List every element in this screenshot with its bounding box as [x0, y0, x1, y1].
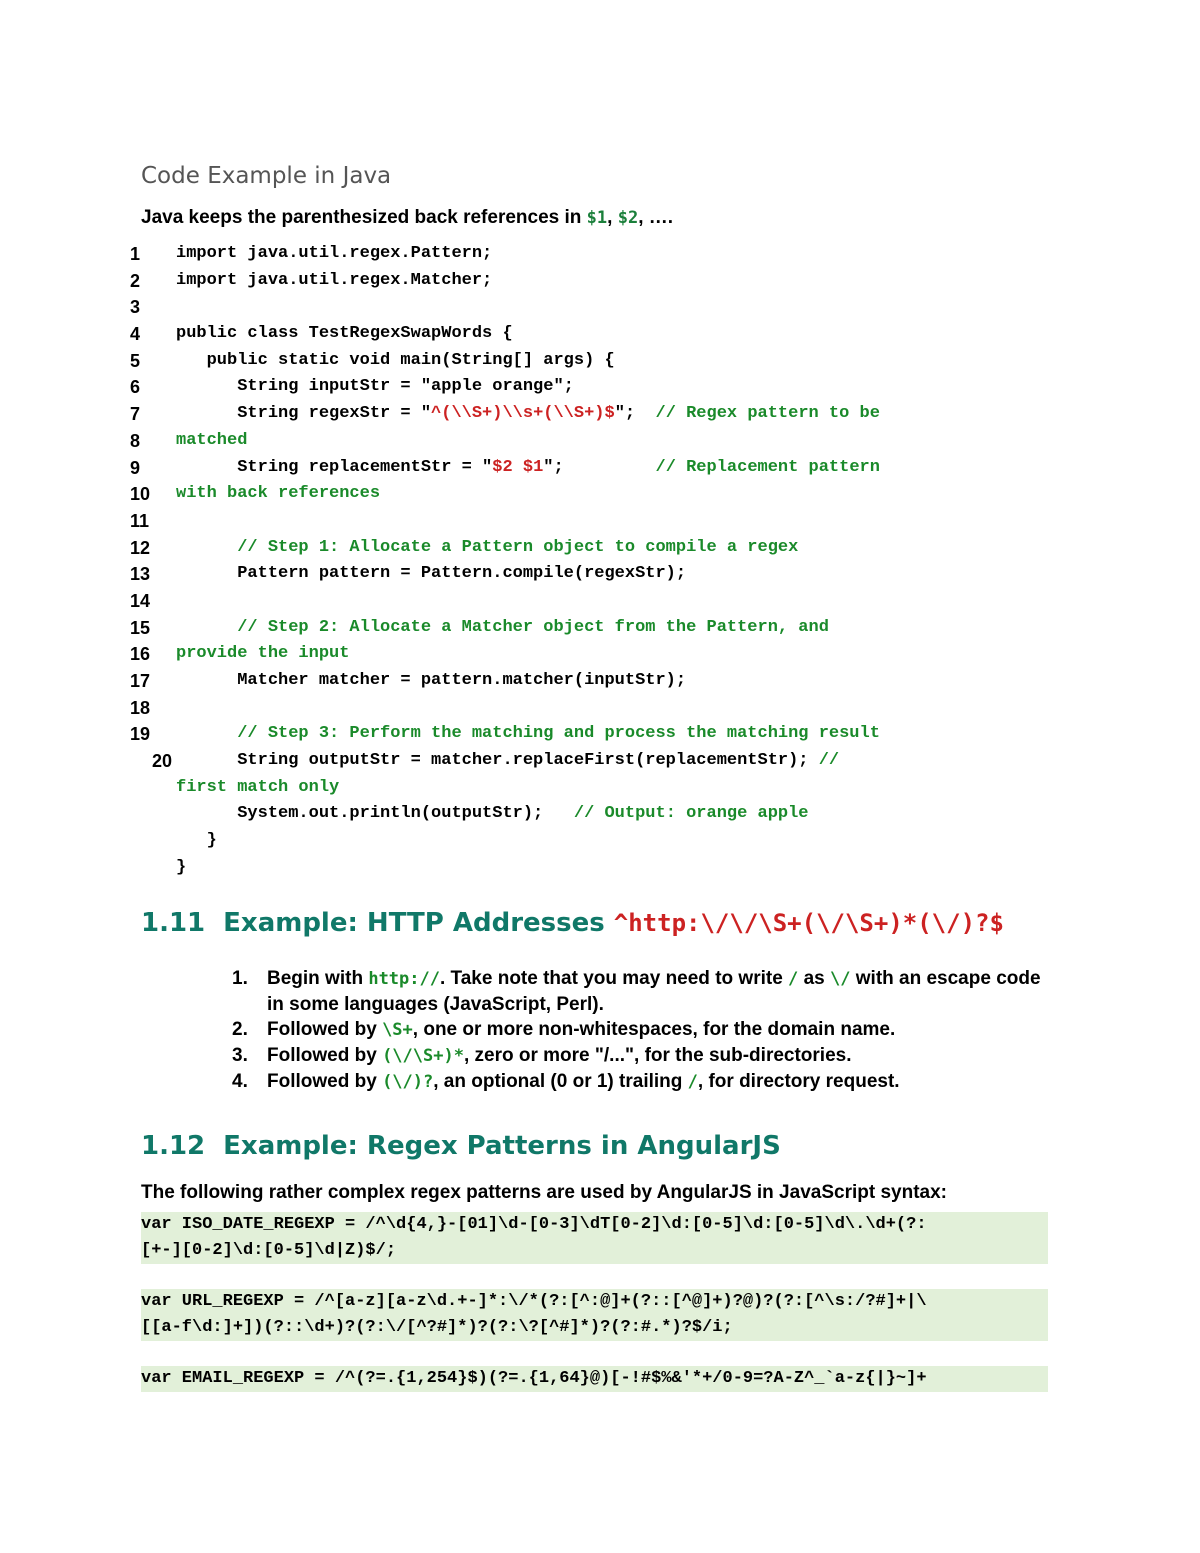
intro-tail: , …. [638, 207, 674, 228]
list-item [232, 1069, 1047, 1095]
list-text: , for directory request. [697, 1071, 900, 1092]
regex-line: [+-][0-2]\d:[0-5]\d|Z)$/; [141, 1238, 1048, 1264]
line-number: 2 [130, 270, 141, 291]
list-text: , zero or more "/...", for the sub-directories. [463, 1045, 852, 1066]
list-item [232, 966, 1047, 1017]
section-number: 1.11 [141, 908, 206, 938]
line-number: 5 [130, 350, 141, 371]
line-number: 15 [130, 617, 151, 638]
code-token: Pattern pattern = Pattern.compile(regexStr); [176, 564, 687, 584]
list-number: 4. [232, 1071, 248, 1092]
inline-code: (\/)? [382, 1072, 434, 1092]
line-number: 12 [130, 537, 151, 558]
code-text [176, 801, 809, 828]
code-token: String outputStr = matcher.replaceFirst(replacementStr); [176, 751, 819, 771]
code-token: String replacementStr = " [176, 457, 493, 477]
code-text [176, 668, 686, 695]
inline-code: http:// [368, 969, 440, 989]
section-number: 1.12 [141, 1131, 206, 1161]
code-text [176, 401, 880, 428]
code-text [176, 828, 217, 855]
code-token: String regexStr = " [176, 404, 432, 424]
line-number: 13 [130, 564, 151, 585]
line-number: 18 [130, 697, 151, 718]
code-text [176, 641, 349, 668]
code-example-heading: Code Example in Java [141, 163, 392, 189]
regex-line: var ISO_DATE_REGEXP = /^\d{4,}-[01]\d-[0-3]\dT[0-2]\d:[0-5]\d:[0-5]\d\.\d+(?: [141, 1212, 1048, 1238]
code-text [176, 455, 880, 482]
code-token: System.out.println(outputStr); [176, 804, 574, 824]
code-comment: // Regex pattern to be [655, 404, 880, 424]
line-number: 16 [130, 644, 151, 665]
line-number: 11 [130, 510, 150, 531]
code-text [176, 561, 686, 588]
code-comment: // Replacement pattern [655, 457, 880, 477]
section-1-12-heading [141, 1131, 781, 1161]
inline-code: \S+ [382, 1020, 413, 1040]
line-number: 14 [130, 590, 151, 611]
code-text [176, 348, 615, 375]
code-token: import java.util.regex.Matcher; [176, 270, 493, 290]
code-token: public class TestRegexSwapWords { [176, 324, 513, 344]
iso-date-regex-block [141, 1212, 1048, 1264]
code-token: "; [543, 457, 656, 477]
list-number: 1. [232, 968, 248, 989]
regex-line: var EMAIL_REGEXP = /^(?=.{1,254}$)(?=.{1,64}@)[-!#$%&'*+/0-9=?A-Z^_`a-z{|}~]+ [141, 1366, 1048, 1392]
code-string-literal: ^(\\S+)\\s+(\\S+)$ [431, 404, 615, 424]
angular-intro-text: The following rather complex regex patterns are used by AngularJS in JavaScript syntax: [141, 1182, 947, 1203]
code-text [176, 855, 186, 882]
regex-line: [[a-f\d:]+])(?::\d+)?(?:\/[^?#]*)?(?:\?[^#]*)?(?:#.*)?$/i; [141, 1315, 1048, 1341]
list-item [232, 1043, 1047, 1069]
url-regex-block [141, 1289, 1048, 1341]
code-text [176, 481, 380, 508]
java-intro-text [141, 207, 673, 229]
code-text [176, 268, 492, 295]
code-comment: with back references [176, 484, 381, 504]
intro-text: Java keeps the parenthesized back references in [141, 207, 587, 228]
code-token: public static void main(String[] args) { [176, 350, 615, 370]
list-text: with an escape code in some languages (JavaScript, Perl). [267, 968, 1041, 1015]
list-number: 3. [232, 1045, 248, 1066]
list-text: Followed by [267, 1019, 383, 1040]
list-text: . Take note that you may need to write [439, 968, 789, 989]
line-number: 8 [130, 430, 141, 451]
inline-code: / [687, 1072, 698, 1092]
code-comment: // Output: orange apple [573, 804, 809, 824]
code-string-literal: $2 $1 [492, 457, 544, 477]
http-regex: ^http:\/\/\S+(\/\S+)*(\/)?$ [613, 909, 1004, 937]
email-regex-block [141, 1366, 1048, 1392]
http-steps-list [232, 966, 1047, 1095]
inline-code: (\/\S+)* [382, 1046, 464, 1066]
list-text: Begin with [267, 968, 369, 989]
section-1-11-heading [141, 908, 1004, 938]
code-text [176, 721, 880, 748]
line-number: 7 [130, 404, 141, 425]
intro-sep: , [607, 207, 618, 228]
list-text: , an optional (0 or 1) trailing [433, 1071, 688, 1092]
code-text [176, 615, 829, 642]
line-number: 1 [130, 244, 141, 264]
code-comment: provide the input [176, 644, 350, 664]
inline-code: \/ [830, 969, 851, 989]
section-title: Example: HTTP Addresses [223, 908, 614, 938]
code-text [176, 374, 574, 401]
code-token: } [176, 831, 217, 851]
code-comment: first match only [176, 777, 340, 797]
code-comment: // [818, 751, 840, 771]
code-text [176, 241, 492, 268]
regex-line: var URL_REGEXP = /^[a-z][a-z\d.+-]*:\/*(?:[^:@]+(?::[^@]+)?@)?(?:[^\s:/?#]+|\ [141, 1289, 1048, 1315]
inline-code: / [788, 969, 799, 989]
backref-1: $1 [586, 208, 608, 228]
code-token: import java.util.regex.Pattern; [176, 244, 493, 263]
code-token: } [176, 857, 187, 877]
list-item [232, 1017, 1047, 1043]
list-text: Followed by [267, 1045, 383, 1066]
line-number: 6 [130, 377, 141, 398]
code-text [176, 428, 247, 455]
line-number: 3 [130, 297, 141, 318]
code-text [176, 535, 798, 562]
list-number: 2. [232, 1019, 248, 1040]
code-comment: // Step 1: Allocate a Pattern object to compile a regex [176, 537, 799, 557]
section-title: Example: Regex Patterns in AngularJS [223, 1131, 781, 1161]
list-text: as [798, 968, 830, 989]
code-comment: // Step 2: Allocate a Matcher object from the Pattern, and [176, 617, 829, 637]
code-text [176, 321, 513, 348]
backref-2: $2 [617, 208, 639, 228]
line-number: 4 [130, 324, 141, 345]
line-number: 20 [152, 751, 173, 772]
line-number: 9 [130, 457, 141, 478]
line-number: 17 [130, 671, 151, 691]
code-comment: matched [176, 430, 248, 450]
code-text [176, 748, 839, 775]
code-text [176, 775, 339, 802]
list-text: Followed by [267, 1071, 383, 1092]
line-number: 19 [130, 724, 151, 745]
code-token: Matcher matcher = pattern.matcher(inputStr); [176, 671, 687, 690]
code-comment: // Step 3: Perform the matching and process the matching result [176, 724, 880, 744]
code-token: "; [614, 404, 656, 424]
list-text: , one or more non-whitespaces, for the domain name. [412, 1019, 896, 1040]
code-token: String inputStr = "apple orange"; [176, 377, 574, 397]
line-number: 10 [130, 484, 151, 505]
